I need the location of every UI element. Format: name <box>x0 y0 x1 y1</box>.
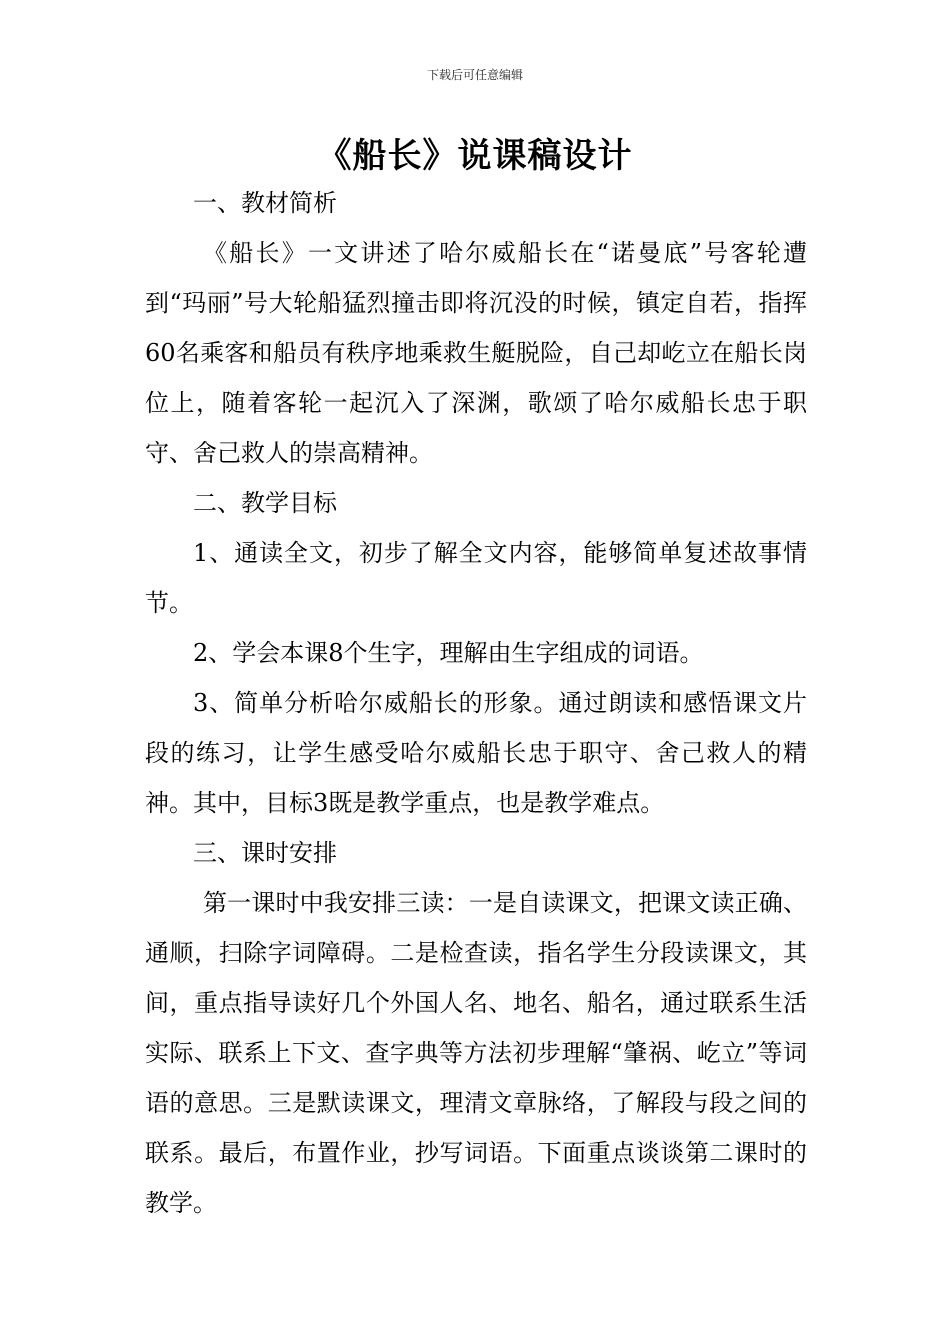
section-heading-3: 三、课时安排 <box>193 839 337 867</box>
paragraph-goal-2: 2、学会本课8个生字，理解由生字组成的词语。 <box>193 639 704 667</box>
paragraph-material-analysis: 《船长》一文讲述了哈尔威船长在“诺曼底”号客轮遭到“玛丽”号大轮船猛烈撞击即将沉没的时候，镇定自若，指挥60名乘客和船员有秩序地乘救生艇脱险，自己却屹立在船长岗位上，随着客轮一起沉入了深渊，歌颂了哈尔威船长忠于职守、舍己救人的崇高精神。 <box>145 239 807 467</box>
document-title: 《船长》说课稿设计 <box>317 136 633 176</box>
paragraph-lesson-arrangement: 第一课时中我安排三读：一是自读课文，把课文读正确、通顺，扫除字词障碍。二是检查读，指名学生分段读课文，其间，重点指导读好几个外国人名、地名、船名，通过联系生活实际、联系上下文、查字典等方法初步理解“肇祸、屹立”等词语的意思。三是默读课文，理清文章脉络，了解段与段之间的联系。最后，布置作业，抄写词语。下面重点谈谈第二课时的教学。 <box>145 889 807 1217</box>
document-body <box>145 178 807 1228</box>
section-heading-2: 二、教学目标 <box>193 489 337 517</box>
paragraph-goal-3: 3、简单分析哈尔威船长的形象。通过朗读和感悟课文片段的练习，让学生感受哈尔威船长忠于职守、舍己救人的精神。其中，目标3既是教学重点，也是教学难点。 <box>145 689 807 817</box>
header-note: 下载后可任意编辑 <box>426 68 523 82</box>
section-heading-1: 一、教材简析 <box>193 189 337 217</box>
paragraph-goal-1: 1、通读全文，初步了解全文内容，能够简单复述故事情节。 <box>145 539 807 617</box>
